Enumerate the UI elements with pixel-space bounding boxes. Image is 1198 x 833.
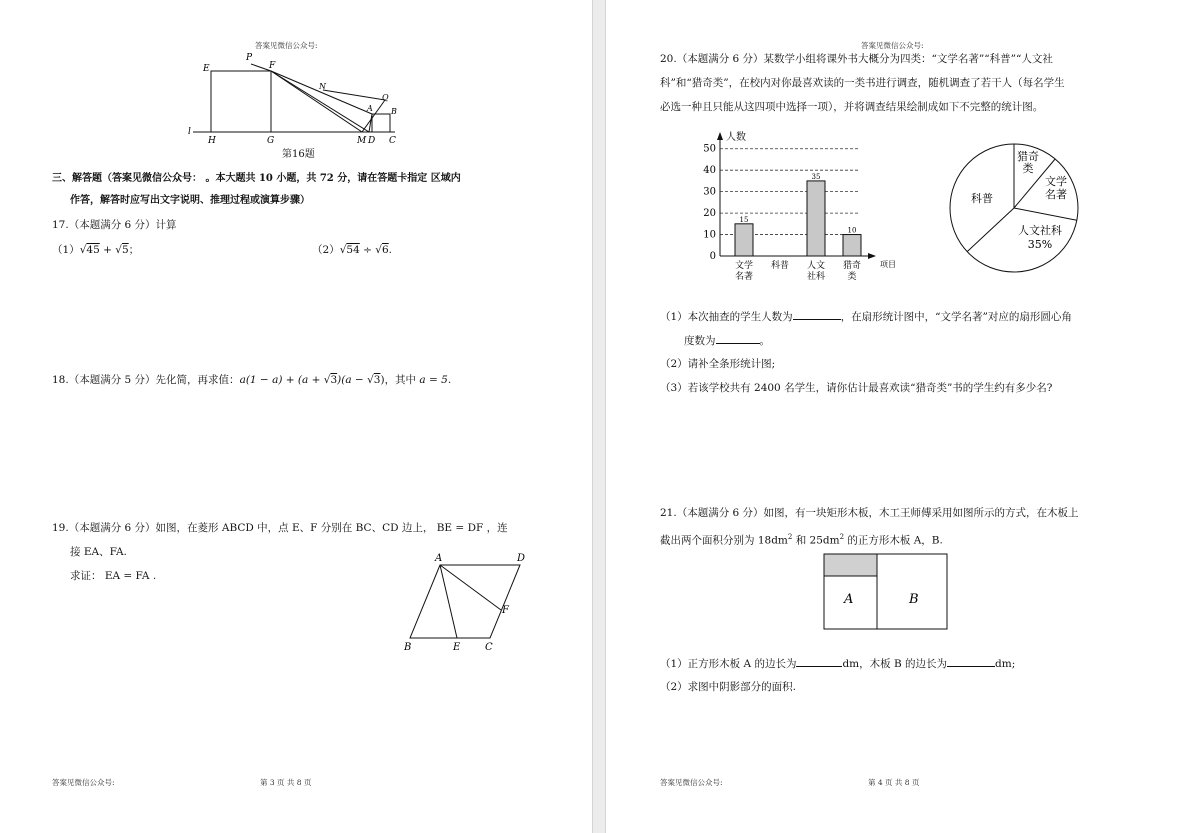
figure-19-rhombus [398, 548, 538, 656]
pie-label-人文社科: 人文社科 [1018, 224, 1062, 237]
q20-sub2: （2）请补全条形统计图; [660, 358, 776, 370]
section-3-heading-cont: 作答，解答时应写出文字说明、推理过程或演算步骤） [70, 195, 310, 206]
square-ABCD [372, 114, 390, 132]
y-tick-label: 50 [703, 143, 716, 155]
bar-chart [690, 126, 930, 290]
square-EFGH [211, 71, 271, 132]
y-tick-label: 40 [703, 165, 716, 177]
label-G: G [267, 136, 275, 146]
x-tick-label-cont: 名著 [734, 272, 754, 282]
bar-人文社科 [807, 181, 825, 256]
footer-watermark: 答案见微信公众号: [52, 778, 115, 787]
bar-猎奇类 [843, 235, 861, 256]
q20-line1: 20.（本题满分 6 分）某数学小组将课外书大概分为四类：“文学名著”“科普”“人文社 [660, 53, 1053, 65]
figure-16 [185, 48, 405, 148]
x-tick-label: 科普 [770, 261, 790, 271]
q20-line2: 科”和“猎奇类”，在校内对你最喜欢读的一类书进行调查，随机调查了若干人（每名学生 [660, 77, 1065, 89]
q21-sub1: （1）正方形木板 A 的边长为 dm，木板 B 的边长为 dm; [660, 658, 1016, 670]
q19-line2: 接 EA、FA. [70, 546, 127, 558]
pie-chart [946, 140, 1082, 276]
label-M: M [357, 136, 367, 146]
pie-label-猎奇类: 类 [1022, 162, 1034, 175]
q17-part1: （1）√45 + √5； [52, 244, 140, 256]
y-tick-label: 10 [703, 229, 716, 241]
label-E: E [203, 64, 210, 74]
q18: 18.（本题满分 5 分）先化简，再求值：a(1 − a) + (a + √3)(a − √3)，其中 a = 5. [52, 374, 452, 386]
figure-16-caption: 第16题 [282, 149, 315, 160]
q20-sub1: （1）本次抽查的学生人数为 ，在扇形统计图中，“文学名著”对应的扇形圆心角 [660, 311, 1072, 323]
label-E: E [453, 642, 461, 653]
q21-line2: 截出两个面积分别为 $18dm^2$ 和 $25dm^2$ 的正方形木板 A，B. [660, 533, 943, 547]
q17-title: 17.（本题满分 6 分）计算 [52, 219, 177, 231]
y-tick-label: 30 [703, 186, 716, 198]
label-C: C [389, 136, 396, 146]
bar-value-label: 35 [811, 172, 821, 181]
x-tick-label-cont: 社科 [806, 272, 826, 282]
answer-blank-3[interactable] [796, 656, 842, 667]
label-B: B [909, 592, 919, 607]
pie-label-文学名著: 文学 [1045, 175, 1067, 188]
page-3 [0, 0, 592, 833]
watermark: 答案见微信公众号: [255, 41, 318, 50]
pie-label-人文社科: 35% [1027, 238, 1053, 251]
page-number: 第 4 页 共 8 页 [868, 778, 920, 787]
label-D: D [368, 136, 376, 146]
label-D: D [517, 553, 526, 564]
y-axis-label: 人数 [726, 132, 746, 143]
x-axis-label: 项目 [880, 260, 896, 269]
x-tick-label: 文学 [734, 261, 754, 271]
label-B: B [404, 642, 412, 653]
answer-blank-4[interactable] [947, 656, 995, 667]
q20-sub3: （3）若该学校共有 2400 名学生，请你估计最喜欢读“猎奇类”书的学生约有多少名? [660, 382, 1053, 394]
page-4 [606, 0, 1198, 833]
shaded-region [824, 554, 877, 576]
label-C: C [485, 642, 493, 653]
label-B: B [391, 107, 397, 116]
figure-21-board [822, 552, 952, 632]
section-3-heading: 三、解答题（答案见微信公众号： 。本大题共 10 小题，共 72 分，请在答题卡指定 区域内 [52, 173, 461, 184]
label-H: H [208, 136, 216, 146]
watermark: 答案见微信公众号: [861, 41, 924, 50]
label-A: A [844, 592, 854, 607]
label-l: l [188, 127, 191, 137]
label-A: A [435, 553, 443, 564]
answer-blank-2[interactable] [716, 333, 760, 344]
label-F: F [502, 605, 509, 616]
q19-line3: 求证： EA = FA . [70, 570, 157, 582]
bar-value-label: 10 [847, 226, 857, 235]
x-tick-label-cont: 类 [847, 272, 857, 282]
y-tick-label: 0 [709, 251, 716, 262]
x-axis-arrow [868, 253, 876, 259]
bar-value-label: 15 [739, 215, 749, 224]
label-P: P [246, 53, 253, 63]
page-gutter [592, 0, 606, 833]
q20-sub1-cont: 度数为 。 [684, 335, 770, 347]
answer-blank-1[interactable] [793, 309, 841, 320]
label-N: N [319, 82, 326, 91]
x-tick-label: 人文 [806, 261, 826, 271]
label-F: F [269, 61, 276, 71]
q17-part2: （2）√54 ÷ √6. [312, 244, 392, 256]
q20-line3: 必选一种且只能从这四项中选择一项），并将调查结果绘制成如下不完整的统计图。 [660, 101, 1044, 113]
x-tick-label: 猎奇 [842, 261, 862, 271]
pie-label-猎奇类: 猎奇 [1017, 150, 1039, 163]
y-tick-label: 20 [703, 208, 716, 220]
bar-文学名著 [735, 224, 753, 256]
q21-sub2: （2）求图中阴影部分的面积. [660, 681, 797, 693]
label-A: A [367, 104, 373, 113]
pie-label-科普: 科普 [971, 192, 993, 205]
label-Q: Q [382, 93, 389, 102]
pie-label-文学名著: 名著 [1045, 188, 1067, 201]
y-axis-arrow [717, 132, 723, 140]
q19-line1: 19.（本题满分 6 分）如图，在菱形 ABCD 中，点 E、F 分别在 BC、CD 边上， BE = DF ，连 [52, 522, 508, 534]
q21-line1: 21.（本题满分 6 分）如图，有一块矩形木板，木工王师傅采用如图所示的方式，在木板上 [660, 507, 1079, 519]
page-number: 第 3 页 共 8 页 [260, 778, 312, 787]
footer-watermark: 答案见微信公众号: [660, 778, 723, 787]
